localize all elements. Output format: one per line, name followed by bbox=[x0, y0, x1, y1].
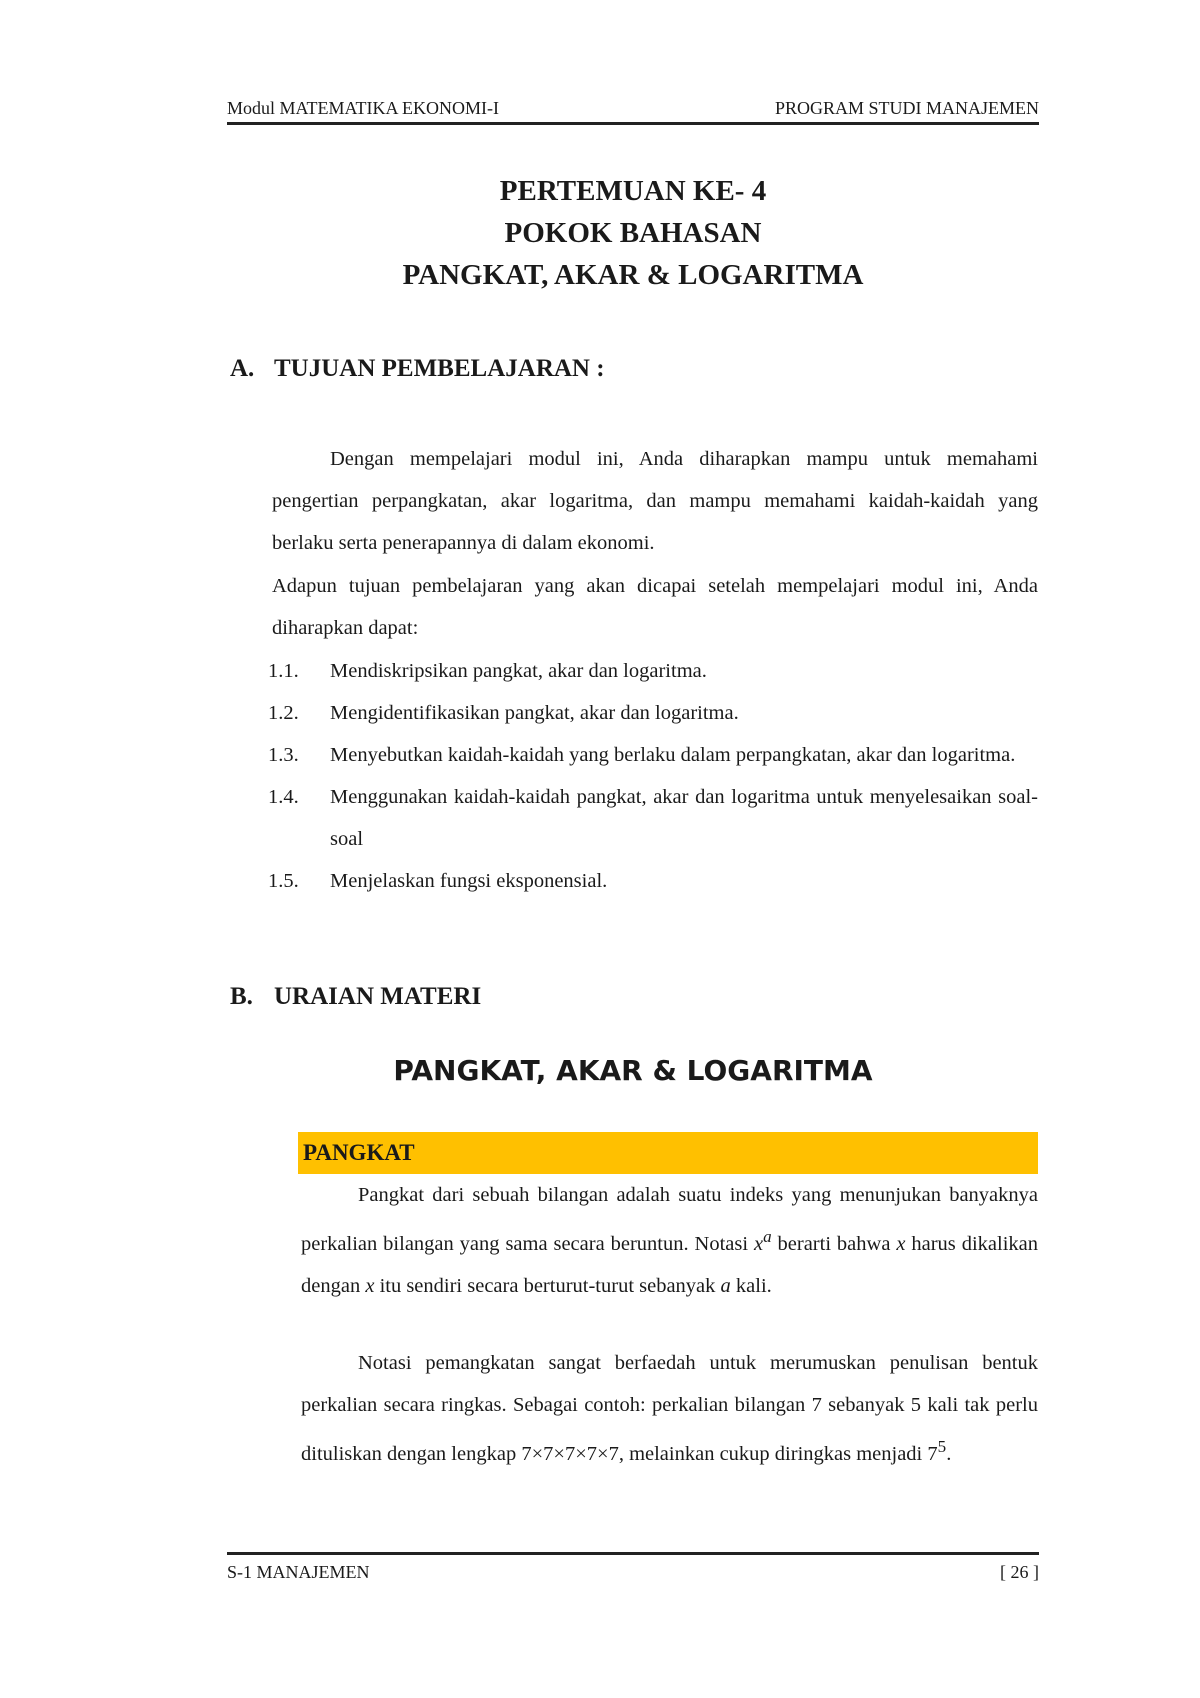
math-variable-x: x bbox=[753, 1232, 764, 1255]
pangkat-heading: PANGKAT bbox=[298, 1132, 1038, 1174]
objective-text: Menggunakan kaidah-kaidah pangkat, akar dan logaritma untuk menyelesaikan soal-soal bbox=[330, 786, 1038, 850]
page-footer bbox=[227, 1552, 1039, 1585]
math-variable-x: x bbox=[365, 1274, 375, 1297]
objective-text: Mengidentifikasikan pangkat, akar dan logaritma. bbox=[330, 702, 739, 724]
math-variable-a: a bbox=[720, 1274, 731, 1297]
objective-number: 1.2. bbox=[268, 702, 299, 724]
text-run: kali. bbox=[730, 1274, 772, 1297]
page-header bbox=[227, 95, 1039, 125]
objective-text: Menyebutkan kaidah-kaidah yang berlaku dalam perpangkatan, akar dan logaritma. bbox=[330, 744, 1016, 766]
chapter-topic-title: PANGKAT, AKAR & LOGARITMA bbox=[402, 259, 864, 291]
section-a-letter: A. bbox=[230, 355, 255, 382]
chapter-topic-label: POKOK BAHASAN bbox=[504, 217, 762, 249]
text-run: Notasi pemangkatan sangat berfaedah untuk merumuskan penulisan bentuk perkalian secara ringkas. Sebagai contoh: perkalian bilangan 7 sebanyak 5 kali tak perlu dituliskan dengan lengkap 7×7×7×7×7, melainkan cukup diringkas menjadi 7 bbox=[301, 1352, 1038, 1465]
objective-number: 1.5. bbox=[268, 870, 299, 892]
list-item bbox=[268, 650, 1038, 692]
list-item bbox=[268, 860, 1038, 902]
text-run: berarti bahwa bbox=[771, 1232, 897, 1255]
math-exponent-a: a bbox=[763, 1227, 772, 1246]
header-module-title: Modul MATEMATIKA EKONOMI-I bbox=[227, 98, 499, 118]
header-program-title: PROGRAM STUDI MANAJEMEN bbox=[774, 98, 1039, 118]
text-run: . bbox=[946, 1442, 952, 1465]
objective-text: Menjelaskan fungsi eksponensial. bbox=[330, 870, 608, 892]
math-exponent-5: 5 bbox=[937, 1437, 947, 1456]
text-run: harus dikalikan dengan bbox=[301, 1232, 1038, 1297]
objective-number: 1.3. bbox=[268, 744, 299, 766]
section-b-title: URAIAN MATERI bbox=[274, 983, 482, 1010]
objective-text: Mendiskripsikan pangkat, akar dan logaritma. bbox=[330, 660, 707, 682]
section-b-letter: B. bbox=[230, 983, 253, 1010]
text-run: itu sendiri secara berturut-turut sebanyak bbox=[374, 1274, 721, 1297]
list-item bbox=[268, 776, 1038, 860]
section-b-heading bbox=[230, 980, 481, 1014]
objective-number: 1.4. bbox=[268, 786, 299, 808]
section-a-title: TUJUAN PEMBELAJARAN : bbox=[274, 355, 605, 382]
pangkat-paragraph-1 bbox=[301, 1174, 1038, 1307]
chapter-titles bbox=[227, 170, 1039, 296]
footer-program: S-1 MANAJEMEN bbox=[227, 1562, 370, 1582]
objective-number: 1.1. bbox=[268, 660, 299, 682]
chapter-meeting-title: PERTEMUAN KE- 4 bbox=[499, 175, 767, 207]
section-a-lead: Adapun tujuan pembelajaran yang akan dicapai setelah mempelajari modul ini, Anda diharapkan dapat: bbox=[272, 575, 1038, 639]
section-a-intro: Dengan mempelajari modul ini, Anda diharapkan mampu untuk memahami pengertian perpangkatan, akar logaritma, dan mampu memahami kaidah-kaidah yang berlaku serta penerapannya di dalam ekonomi. bbox=[272, 448, 1038, 554]
list-item bbox=[268, 692, 1038, 734]
content-title: PANGKAT, AKAR & LOGARITMA bbox=[393, 1054, 873, 1087]
list-item bbox=[268, 734, 1038, 776]
pangkat-paragraph-2 bbox=[301, 1342, 1038, 1475]
math-variable-x: x bbox=[896, 1232, 906, 1255]
page-number: [ 26 ] bbox=[1000, 1562, 1039, 1582]
text-run: Pangkat dari sebuah bilangan adalah suatu indeks yang menunjukan banyaknya perkalian bilangan yang sama secara beruntun. Notasi bbox=[301, 1184, 1038, 1255]
section-a-heading bbox=[230, 352, 605, 386]
objectives-list bbox=[268, 650, 1038, 902]
